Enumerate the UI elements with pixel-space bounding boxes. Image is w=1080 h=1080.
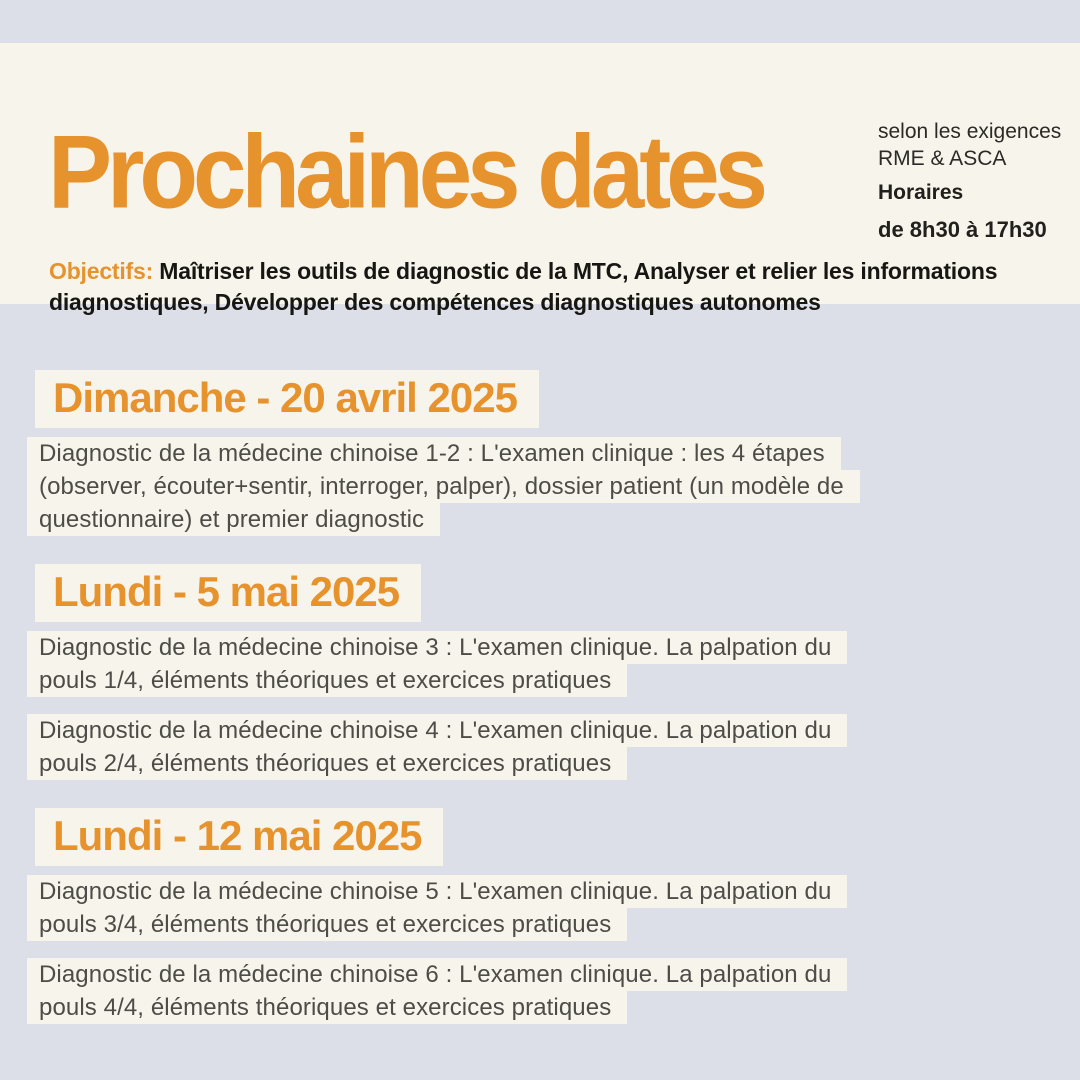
course-line-text: pouls 2/4, éléments théoriques et exercices pratiques: [27, 747, 627, 780]
objectives-line2: diagnostiques, Développer des compétences diagnostiques autonomes: [49, 289, 821, 315]
course-line: [27, 875, 1080, 908]
date-heading-label: Lundi - 12 mai 2025: [35, 808, 443, 866]
course-line-text: (observer, écouter+sentir, interroger, palper), dossier patient (un modèle de: [27, 470, 860, 503]
schedule-section-may-5: [0, 564, 1080, 780]
course-line: [27, 991, 1080, 1024]
course-line-text: Diagnostic de la médecine chinoise 1-2 : L'examen clinique : les 4 étapes: [27, 437, 841, 470]
header-panel: [0, 43, 1080, 315]
course-line: [27, 958, 1080, 991]
course-line-text: Diagnostic de la médecine chinoise 5 : L'examen clinique. La palpation du: [27, 875, 847, 908]
course-line-text: pouls 3/4, éléments théoriques et exercices pratiques: [27, 908, 627, 941]
course-line-text: Diagnostic de la médecine chinoise 3 : L'examen clinique. La palpation du: [27, 631, 847, 664]
course-line: [27, 714, 1080, 747]
course-line: [27, 664, 1080, 697]
course-item: [27, 714, 1080, 780]
date-heading-label: Lundi - 5 mai 2025: [35, 564, 421, 622]
course-line-text: Diagnostic de la médecine chinoise 6 : L'examen clinique. La palpation du: [27, 958, 847, 991]
date-heading: [35, 370, 1080, 428]
info-requirements-line2: RME & ASCA: [878, 147, 1007, 170]
course-line: [27, 631, 1080, 664]
page-title: Prochaines dates: [48, 114, 763, 231]
course-line: [27, 470, 1080, 503]
objectives-line1-text: Maîtriser les outils de diagnostic de la MTC, Analyser et relier les informations: [153, 258, 998, 284]
course-line: [27, 503, 1080, 536]
course-item: [27, 437, 1080, 536]
schedule-section-may-12: [0, 808, 1080, 1024]
date-heading-label: Dimanche - 20 avril 2025: [35, 370, 539, 428]
course-item: [27, 958, 1080, 1024]
course-line-text: pouls 1/4, éléments théoriques et exercices pratiques: [27, 664, 627, 697]
course-line-text: pouls 4/4, éléments théoriques et exercices pratiques: [27, 991, 627, 1024]
course-line-text: Diagnostic de la médecine chinoise 4 : L'examen clinique. La palpation du: [27, 714, 847, 747]
objectives-label: Objectifs:: [49, 258, 154, 284]
course-line: [27, 908, 1080, 941]
info-hours-value: de 8h30 à 17h30: [878, 217, 1047, 242]
info-requirements-line1: selon les exigences: [878, 120, 1062, 143]
schedule-section-april-20: [0, 370, 1080, 536]
objectives-line1: [49, 258, 997, 284]
schedule-content: [0, 304, 1080, 1024]
schedule-info-block: [878, 118, 1068, 243]
course-line-text: questionnaire) et premier diagnostic: [27, 503, 440, 536]
course-line: [27, 747, 1080, 780]
course-line: [27, 437, 1080, 470]
course-item: [27, 631, 1080, 697]
date-heading: [35, 808, 1080, 866]
info-hours-label: Horaires: [878, 181, 964, 204]
date-heading: [35, 564, 1080, 622]
course-item: [27, 875, 1080, 941]
